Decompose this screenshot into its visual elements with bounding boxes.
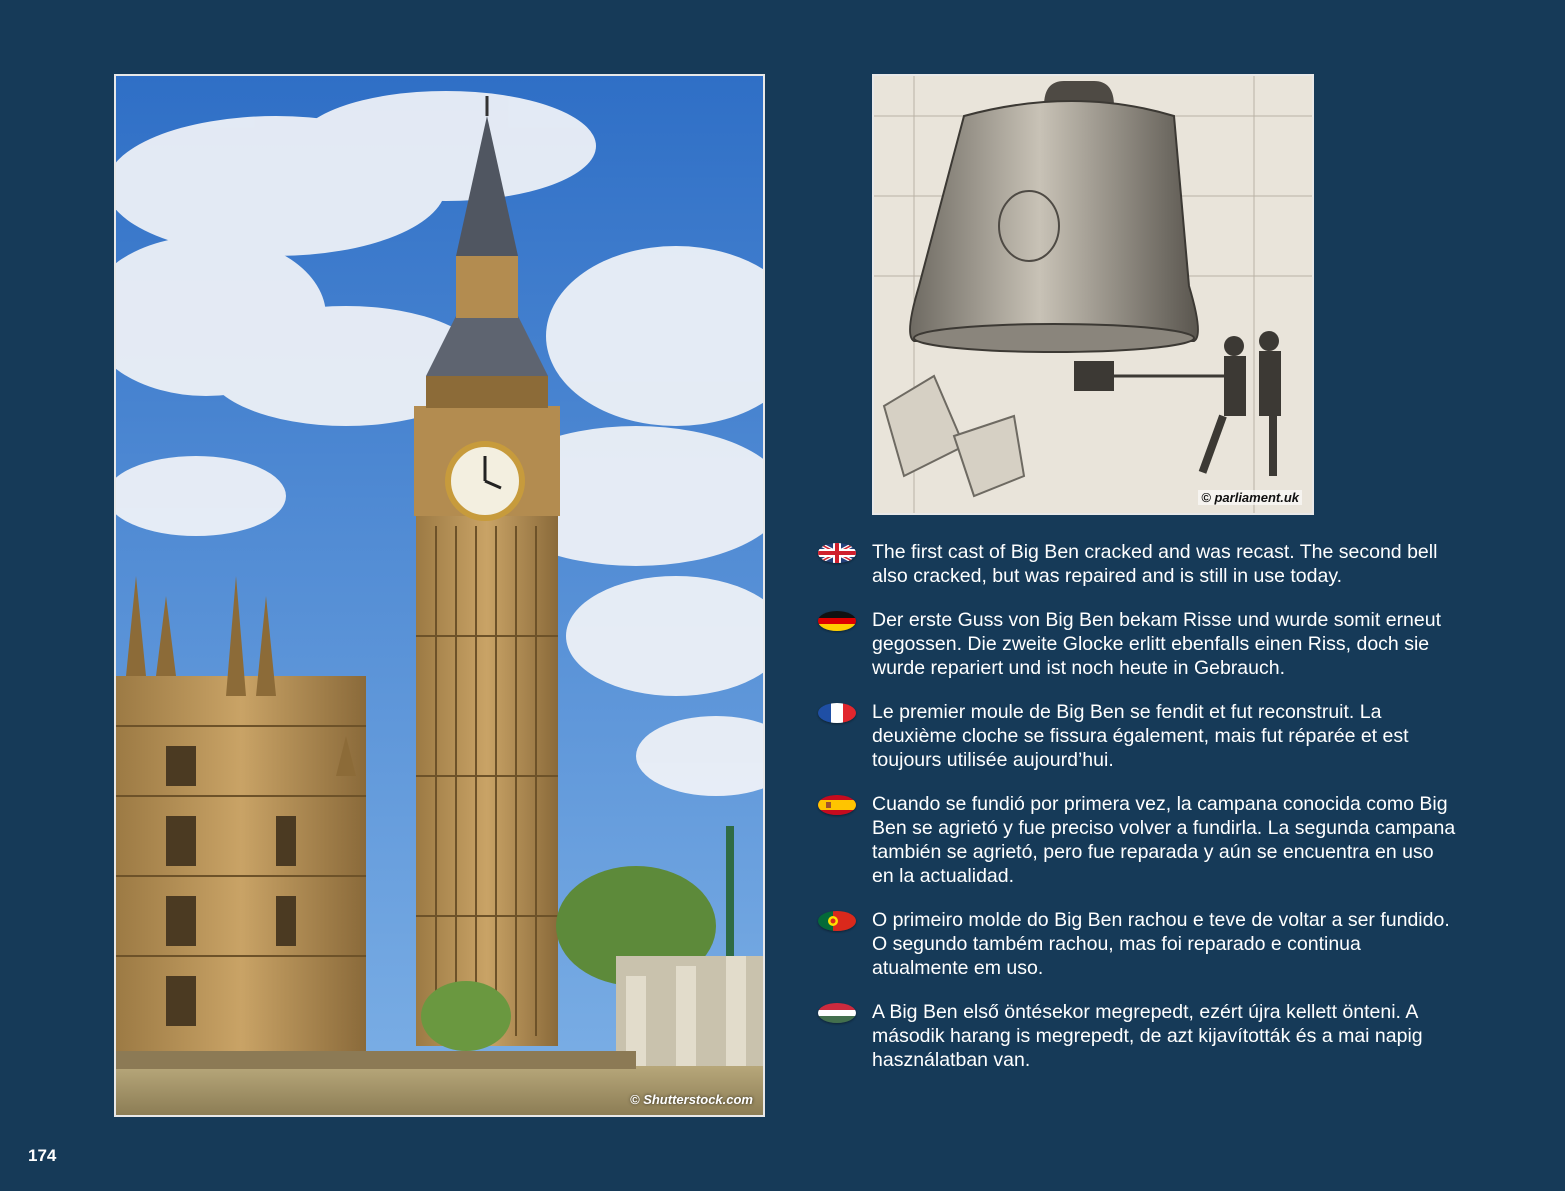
french-flag-icon [818,703,856,723]
caption-text: Le premier moule de Big Ben se fendit et fut reconstruit. La deuxième cloche se fissura également, mais fut réparée et est toujours utilisée aujourd’hui. [872,701,1409,771]
caption-german [818,608,1458,680]
caption-text: The first cast of Big Ben cracked and was recast. The second bell also cracked, but was repaired and is still in use today. [872,541,1438,587]
uk-flag-icon [818,543,856,563]
caption-portuguese [818,908,1458,980]
caption-hungarian [818,1000,1458,1072]
caption-text: A Big Ben első öntésekor megrepedt, ezért újra kellett önteni. A második harang is megrepedt, de azt kijavították és a mai napig használatban van. [872,1001,1423,1071]
caption-text: O primeiro molde do Big Ben rachou e teve de voltar a ser fundido. O segundo também rachou, mas foi reparado e continua atualmente em uso. [872,909,1450,979]
portuguese-flag-icon [818,911,856,931]
page-number: 174 [28,1146,57,1165]
caption-text: Der erste Guss von Big Ben bekam Risse und wurde somit erneut gegossen. Die zweite Glocke erlitt ebenfalls einen Riss, doch sie wurde repariert und ist noch heute in Gebrauch. [872,609,1442,679]
caption-spanish [818,792,1458,888]
caption-text: Cuando se fundió por primera vez, la campana conocida como Big Ben se agrietó y fue preciso volver a fundirla. La segunda campana también se agrietó, pero fue reparada y aún se encuentra en uso en la actualidad. [872,793,1456,887]
caption-french [818,700,1458,772]
photo-credit: © Shutterstock.com [630,1092,753,1107]
photo-credit: © parliament.uk [1198,490,1302,505]
big-ben-photo [114,74,765,1117]
caption-english [818,540,1458,588]
multilingual-caption-list [818,540,1458,1092]
german-flag-icon [818,611,856,631]
spanish-flag-icon [818,795,856,815]
hungarian-flag-icon [818,1003,856,1023]
bell-engraving-photo [872,74,1314,515]
